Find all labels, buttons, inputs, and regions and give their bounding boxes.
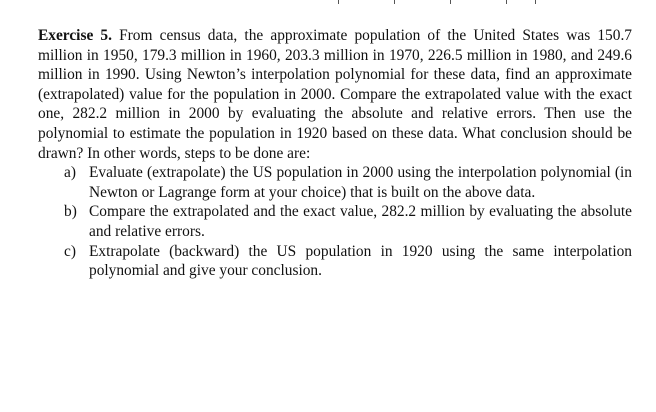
cropped-top-edge-artifact xyxy=(330,0,550,4)
step-a-text: Evaluate (extrapolate) the US population in 2000 using the interpolation polynomial (in Newton or Lagrange form at your choice) that is built on the above data. xyxy=(89,164,632,201)
step-c-text: Extrapolate (backward) the US population in 1920 using the same interpolation polynomial and give your conclusion. xyxy=(89,242,632,280)
exercise-paragraph xyxy=(38,26,632,163)
step-c-marker: c) xyxy=(64,242,76,260)
step-b-text: Compare the extrapolated and the exact value, 282.2 million by evaluating the absolute and relative errors. xyxy=(89,203,632,240)
step-b-marker: b) xyxy=(64,203,77,221)
step-a xyxy=(64,163,632,202)
steps-list xyxy=(38,163,632,281)
exercise-label: Exercise 5. xyxy=(38,27,112,44)
exercise-document xyxy=(38,26,632,281)
step-a-marker: a) xyxy=(64,164,76,182)
step-c xyxy=(64,242,632,281)
step-b xyxy=(64,202,632,241)
exercise-text: From census data, the approximate population of the United States was 150.7 million in 1950, 179.3 million in 1960, 203.3 million in 1970, 226.5 million in 1980, and 249.6 million in 1990. Using Newton’s interpolation polynomial for these data, find an approximate (extrapolated) value for the population in 2000. Compare the extrapolated value with the exact one, 282.2 million in 2000 by evaluating the absolute and relative errors. Then use the polynomial to estimate the population in 1920 based on these data. What conclusion should be drawn? In other words, steps to be done are: xyxy=(38,27,632,162)
